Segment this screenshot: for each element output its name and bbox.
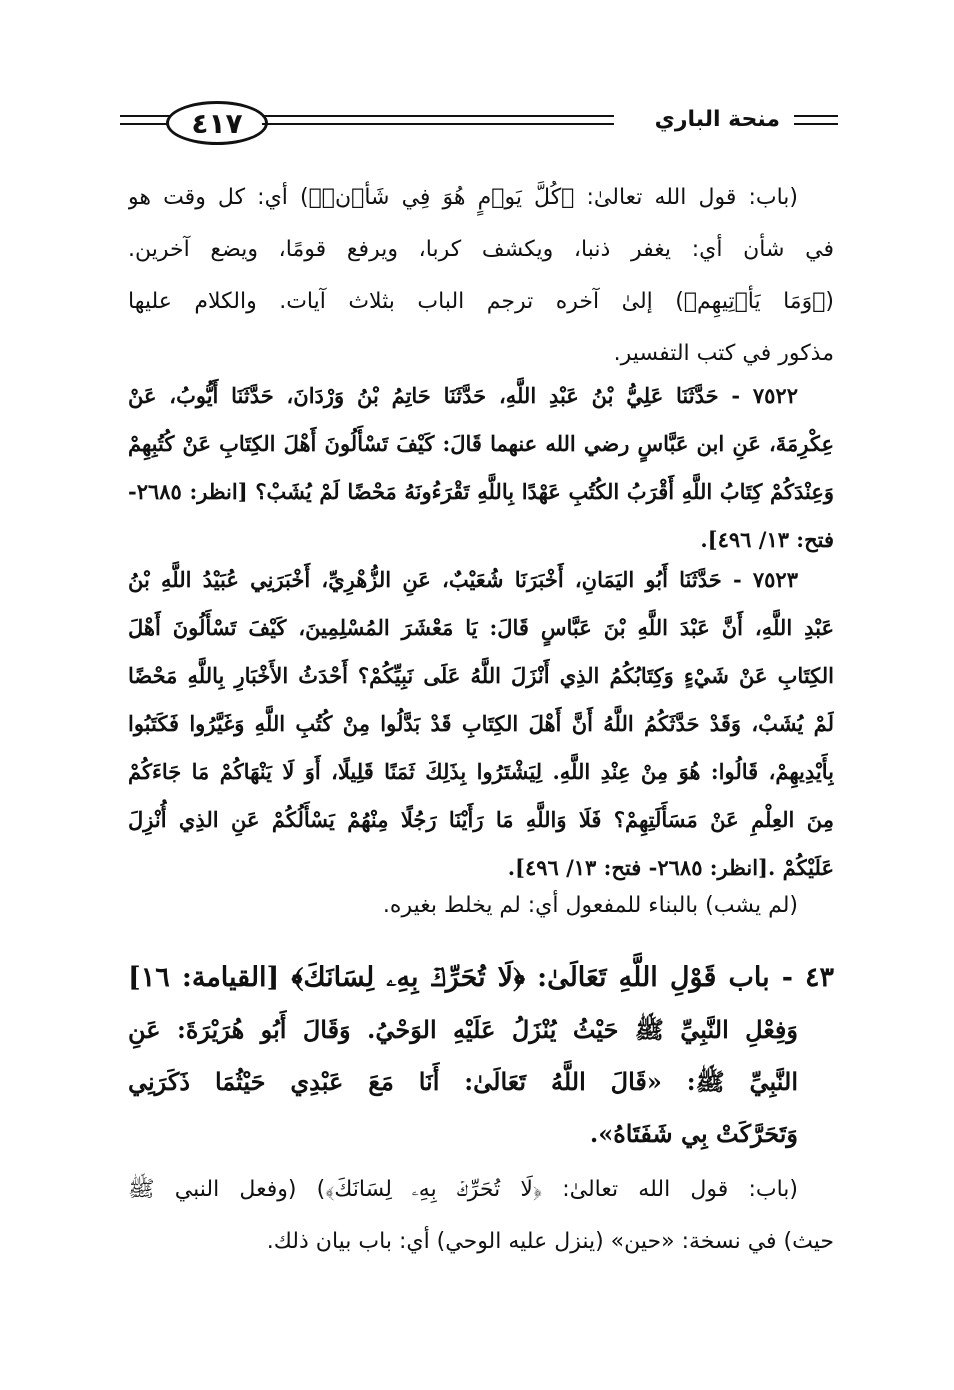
text-line: (باب: قول الله تعالىٰ: ﴿كُلَّ يَوۡمٍ هُوَ فِي شَأۡنٖ﴾) أي: كل وقت هو [128, 185, 798, 210]
text-line: عِكْرِمَةَ، عَنِ ابن عَبَّاسٍ رضي الله عنهما قَالَ: كَيْفَ تَسْأَلُونَ أَهْلَ الكِتَابِ عَنْ كُتُبِهِمْ [128, 431, 834, 456]
text-line: عَلَيْكُمْ .[انظر: ٢٦٨٥- فتح: ١٣/ ٤٩٦]. [507, 855, 834, 880]
text-line: فتح: ١٣/ ٤٩٦]. [700, 527, 834, 552]
text-line: عَبْدِ اللَّهِ، أَنَّ عَبْدَ اللَّهِ بْنَ عَبَّاسٍ قَالَ: يَا مَعْشَرَ المُسْلِمِينَ، كَيْفَ تَسْأَلُونَ أَهْلَ [128, 615, 834, 640]
page-header [120, 95, 838, 155]
text-line: في شأن أي: يغفر ذنبا، ويكشف كربا، ويرفع قومًا، ويضع آخرين. [128, 237, 834, 262]
text-line: (لم يشب) بالبناء للمفعول أي: لم يخلط بغيره. [382, 893, 798, 918]
chapter-43-heading [128, 952, 834, 1160]
commentary-block-2 [128, 880, 834, 932]
book-title: منحة الباري [654, 107, 780, 132]
text-line: وَفِعْلِ النَّبِيِّ ﷺ حَيْثُ يُنْزَلُ عَلَيْهِ الوَحْيُ. وَقَالَ أَبُو هُرَيْرَةَ: عَنِ [128, 1015, 798, 1044]
text-line: مِنَ العِلْمِ عَنْ مَسَأَلَتِهِمْ؟ فَلَا وَاللَّهِ مَا رَأَيْنَا رَجُلًا مِنْهُمْ يَسْأَلُكُمْ عَنِ الذِي أُنْزِلَ [128, 807, 834, 832]
commentary-block-3 [128, 1164, 834, 1268]
text-line: حيث) في نسخة: «حين» (ينزل عليه الوحي) أي: باب بيان ذلك. [266, 1229, 834, 1254]
header-rule-middle [262, 123, 614, 125]
header-rule-middle [262, 115, 614, 117]
header-rule-right [794, 115, 838, 117]
text-line: لَمْ يُشَبْ، وَقَدْ حَدَّثَكُمُ اللَّهُ أَنَّ أَهْلَ الكِتَابِ قَدْ بَدَّلُوا مِنْ كُتُبِ اللَّهِ وَغَيَّرُوا فَكَتَبُوا [128, 711, 834, 736]
commentary-block-1 [128, 172, 834, 380]
hadith-7523 [128, 556, 834, 892]
text-line: (باب: قول الله تعالىٰ: ﴿لَا تُحَرِّكۡ بِهِۦ لِسَانَكَ﴾) (وفعل النبي ﷺ [128, 1177, 798, 1202]
text-line: مذكور في كتب التفسير. [613, 341, 834, 366]
page-number: ٤١٧ [166, 101, 268, 145]
header-rule-right [794, 123, 838, 125]
text-line: وَتَحَرَّكَتْ بِي شَفَتَاهُ». [589, 1119, 798, 1148]
text-line: النَّبِيِّ ﷺ: «قَالَ اللَّهُ تَعَالَىٰ: أَنَا مَعَ عَبْدِي حَيْثُمَا ذَكَرَنِي [128, 1067, 798, 1096]
hadith-7522 [128, 372, 834, 564]
chapter-title: ٤٣ - باب قَوْلِ اللَّهِ تَعَالَىٰ: ﴿لَا تُحَرِّكۡ بِهِۦ لِسَانَكَ﴾ [القيامة: ١٦] [128, 962, 834, 993]
text-line: وَعِنْدَكُمْ كِتَابُ اللَّهِ أَقْرَبُ الكُتُبِ عَهْدًا بِاللَّهِ تَقْرَءُونَهُ مَحْضًا لَمْ يُشَبْ؟ [انظر: ٢٦٨٥- [128, 479, 834, 504]
text-line: ٧٥٢٣ - حَدَّثَنَا أَبُو اليَمَانِ، أَخْبَرَنَا شُعَيْبٌ، عَنِ الزُّهْرِيِّ، أَخْبَرَنِي عُبَيْدُ اللَّهِ بْنُ [128, 567, 798, 592]
text-line: (﴿وَمَا يَأۡتِيهِم﴾) إلىٰ آخره ترجم الباب بثلاث آيات. والكلام عليها [128, 289, 834, 314]
text-line: ٧٥٢٢ - حَدَّثَنَا عَلِيُّ بْنُ عَبْدِ اللَّهِ، حَدَّثَنَا حَاتِمُ بْنُ وَرْدَانَ، حَدَّثَنَا أَيُّوبُ، عَنْ [128, 383, 798, 408]
text-line: الكِتَابِ عَنْ شَيْءٍ وَكِتَابُكُمُ الذِي أَنْزَلَ اللَّهُ عَلَى نَبِيِّكُمْ؟ أَحْدَثُ الأَخْبَارِ بِاللَّهِ مَحْضًا [128, 663, 834, 688]
text-line: بِأَيْدِيهِمْ، قَالُوا: هُوَ مِنْ عِنْدِ اللَّهِ. لِيَشْتَرُوا بِذَلِكَ ثَمَنًا قَلِيلًا، أَوَ لَا يَنْهَاكُمْ مَا جَاءَكُمْ [128, 759, 834, 784]
